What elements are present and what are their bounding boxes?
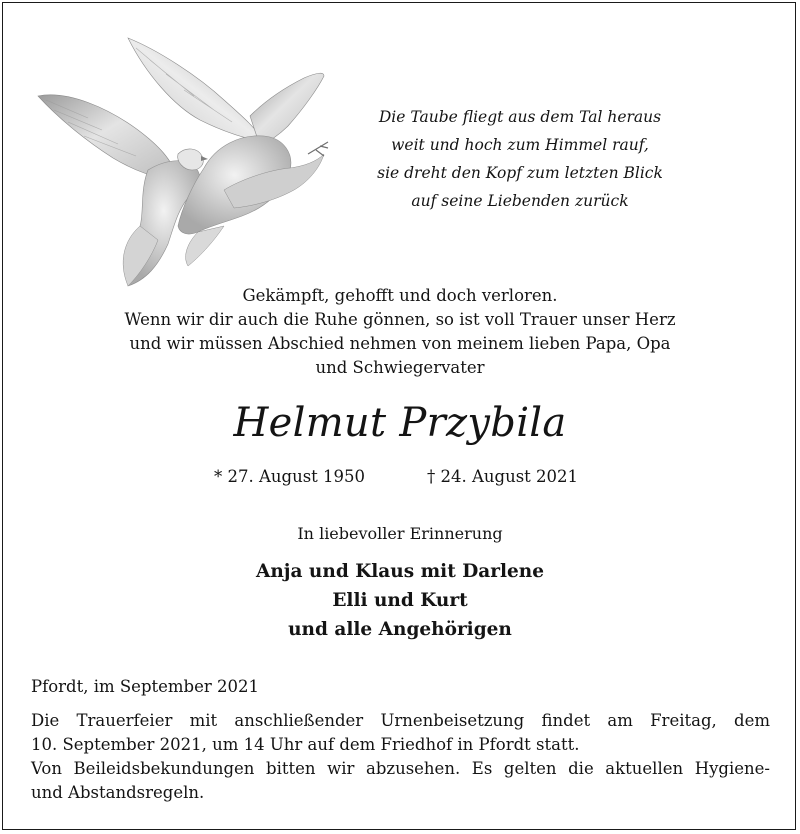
poem-line: weit und hoch zum Himmel rauf,	[391, 136, 649, 154]
left-dove-icon	[38, 95, 208, 286]
poem-line: sie dreht den Kopf zum letzten Blick	[377, 164, 663, 182]
mourner-line: Anja und Klaus mit Darlene	[256, 561, 544, 582]
doves-illustration	[28, 30, 338, 288]
mourners	[0, 557, 800, 644]
intro-line: Wenn wir dir auch die Ruhe gönnen, so ist voll Trauer unser Herz	[124, 310, 676, 329]
mourner-line: und alle Angehörigen	[288, 619, 512, 640]
birth-date: * 27. August 1950	[214, 467, 366, 486]
notice-line: Von Beileidsbekundungen bitten wir abzusehen. Es gelten die aktuellen Hygiene-	[31, 759, 770, 778]
funeral-notice	[31, 709, 770, 805]
poem-line: Die Taube fliegt aus dem Tal heraus	[378, 108, 662, 126]
death-date: † 24. August 2021	[427, 467, 579, 486]
deceased-name: Helmut Przybila	[233, 400, 567, 446]
notice-line: und Abstandsregeln.	[31, 783, 205, 802]
notice-line: 10. September 2021, um 14 Uhr auf dem Friedhof in Pfordt statt.	[31, 735, 580, 754]
poem	[370, 103, 670, 215]
poem-line: auf seine Liebenden zurück	[411, 192, 629, 210]
intro-line: und Schwiegervater	[315, 358, 485, 377]
place-date: Pfordt, im September 2021	[31, 677, 260, 696]
mourner-line: Elli und Kurt	[332, 590, 468, 611]
intro-line: und wir müssen Abschied nehmen von meinem lieben Papa, Opa	[129, 334, 671, 353]
intro-text	[40, 284, 760, 380]
notice-line: Die Trauerfeier mit anschließender Urnenbeisetzung findet am Freitag, dem	[31, 711, 770, 730]
intro-line: Gekämpft, gehofft und doch verloren.	[242, 286, 558, 305]
memory-line: In liebevoller Erinnerung	[297, 524, 503, 543]
